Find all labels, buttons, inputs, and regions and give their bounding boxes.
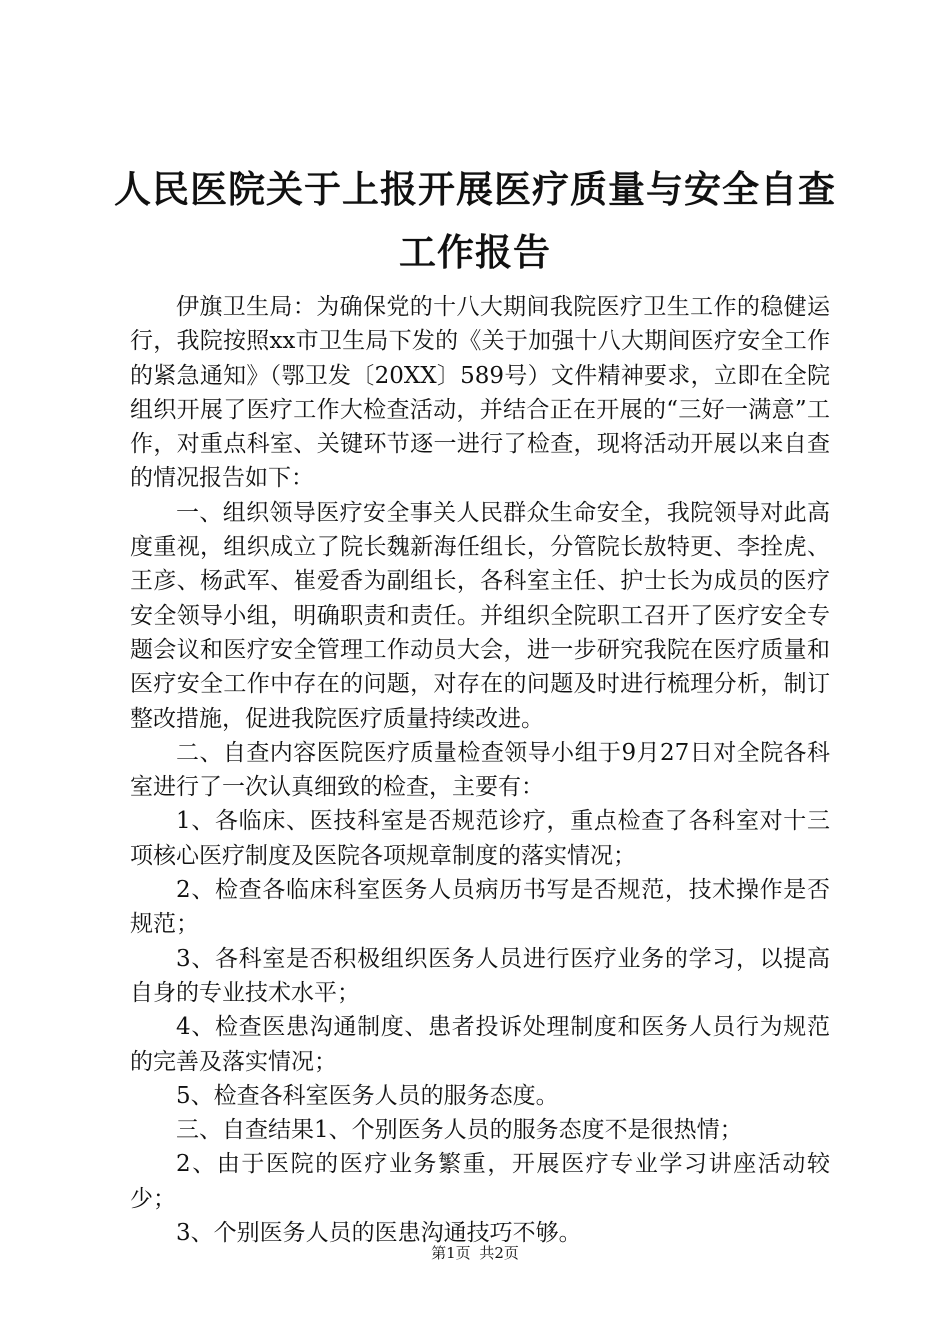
page-number: 第1页 (431, 1244, 471, 1262)
list-item: 1、各临床、医技科室是否规范诊疗，重点检查了各科室对十三项核心医疗制度及医院各项规章制度的落实情况； (130, 808, 830, 869)
paragraph-intro: 伊旗卫生局：为确保党的十八大期间我院医疗卫生工作的稳健运行，我院按照xx市卫生局下发的《关于加强十八大期间医疗安全工作的紧急通知》（鄂卫发〔20XX〕589号）文件精神要求，立即在全院组织开展了医疗工作大检查活动，并结合正在开展的“三好一满意”工作，对重点科室、关键环节逐一进行了检查，现将活动开展以来自查的情况报告如下： (130, 294, 830, 492)
list-item: 3、各科室是否积极组织医务人员进行医疗业务的学习，以提高自身的专业技术水平； (130, 945, 830, 1006)
paragraph-section-3: 三、自查结果1、个别医务人员的服务态度不是很热情； (176, 1117, 743, 1144)
list-item: 4、检查医患沟通制度、患者投诉处理制度和医务人员行为规范的完善及落实情况； (130, 1014, 830, 1075)
list-item: 2、由于医院的医疗业务繁重，开展医疗专业学习讲座活动较少； (130, 1151, 830, 1212)
page-total: 共2页 (479, 1244, 519, 1262)
document-body (130, 290, 830, 1250)
list-item: 2、检查各临床科室医务人员病历书写是否规范，技术操作是否规范； (130, 877, 830, 938)
page-footer (0, 1243, 950, 1263)
list-item: 5、检查各科室医务人员的服务态度。 (176, 1082, 559, 1109)
paragraph-section-2: 二、自查内容医院医疗质量检查领导小组于9月27日对全院各科室进行了一次认真细致的检查，主要有： (130, 739, 830, 801)
document-title: 人民医院关于上报开展医疗质量与安全自查工作报告 (114, 167, 836, 274)
list-item: 3、个别医务人员的医患沟通技巧不够。 (176, 1220, 582, 1247)
paragraph-section-1: 一、组织领导医疗安全事关人民群众生命安全，我院领导对此高度重视，组织成立了院长魏新海任组长，分管院长敖特更、李拴虎、王彦、杨武军、崔爱香为副组长，各科室主任、护士长为成员的医疗安全领导小组，明确职责和责任。并组织全院职工召开了医疗安全专题会议和医疗安全管理工作动员大会，进一步研究我院在医疗质量和医疗安全工作中存在的问题，对存在的问题及时进行梳理分析，制订整改措施，促进我院医疗质量持续改进。 (130, 499, 830, 732)
